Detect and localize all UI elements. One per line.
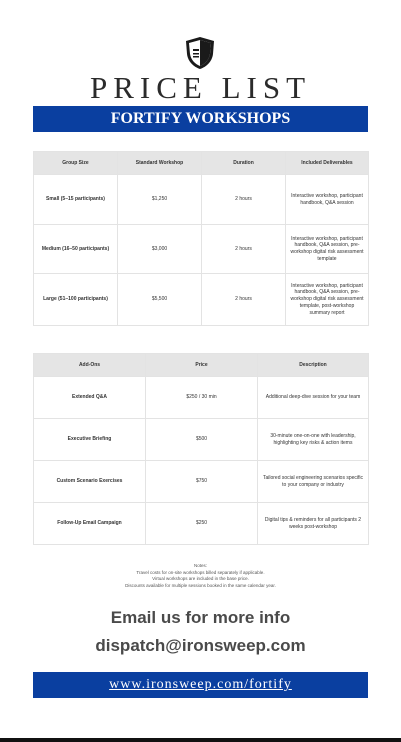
table-row (34, 175, 369, 225)
column-header: Price (146, 354, 258, 377)
table-row (34, 225, 369, 274)
table-row (34, 274, 369, 326)
column-header: Standard Workshop (118, 152, 202, 175)
column-header: Group Size (34, 152, 118, 175)
duration-cell: 2 hours (202, 175, 286, 225)
note-line: Discounts available for multiple sessions booked in the same calendar year. (125, 582, 276, 588)
addon-price-cell: $750 (146, 461, 258, 503)
notes-heading: Notes: (193, 563, 207, 568)
table-header-row (34, 354, 369, 377)
contact-heading: Email us for more info (110, 608, 291, 627)
addon-name-cell: Custom Scenario Exercises (34, 461, 146, 503)
note-line: Virtual workshops are included in the base price. (152, 576, 249, 582)
deliverables-cell: Interactive workshop, participant handbook, Q&A session, pre-workshop digital risk assessment template (286, 225, 369, 274)
column-header: Add-Ons (34, 354, 146, 377)
group-size-cell: Small (5–15 participants) (34, 175, 118, 225)
addon-description-cell: 30-minute one-on-one with leadership, highlighting key risks & action items (258, 419, 369, 461)
shield-logo-icon (184, 36, 216, 70)
duration-cell: 2 hours (202, 274, 286, 326)
group-size-cell: Large (51–100 participants) (34, 274, 118, 326)
workshop-pricing-table (33, 151, 369, 326)
addon-description-cell: Digital tips & reminders for all participants 2 weeks post-workshop (258, 503, 369, 545)
addon-name-cell: Extended Q&A (34, 377, 146, 419)
website-banner (33, 672, 368, 698)
bottom-divider (0, 738, 401, 742)
addon-name-cell: Follow-Up Email Campaign (34, 503, 146, 545)
addon-description-cell: Additional deep-dive session for your team (258, 377, 369, 419)
addon-price-cell: $500 (146, 419, 258, 461)
addon-name-cell: Executive Briefing (34, 419, 146, 461)
column-header: Duration (202, 152, 286, 175)
addon-description-cell: Tailored social engineering scenarios specific to your company or industry (258, 461, 369, 503)
price-cell: $1,250 (118, 175, 202, 225)
table-row (34, 377, 369, 419)
table-row (34, 461, 369, 503)
note-line: Travel costs for on-site workshops billed separately if applicable. (136, 569, 265, 575)
contact-email-link[interactable]: dispatch@ironsweep.com (95, 636, 306, 655)
column-header: Included Deliverables (286, 152, 369, 175)
price-cell: $5,500 (118, 274, 202, 326)
table-row (34, 419, 369, 461)
website-link[interactable]: www.ironsweep.com/fortify (109, 677, 292, 692)
addon-price-cell: $250 / 30 min (146, 377, 258, 419)
group-size-cell: Medium (16–50 participants) (34, 225, 118, 274)
duration-cell: 2 hours (202, 225, 286, 274)
column-header: Description (258, 354, 369, 377)
deliverables-cell: Interactive workshop, participant handbook, Q&A session (286, 175, 369, 225)
page-title: PRICE LIST (89, 70, 312, 105)
addons-table (33, 353, 369, 545)
subtitle-banner: FORTIFY WORKSHOPS (33, 106, 368, 132)
deliverables-cell: Interactive workshop, participant handbook, Q&A session, pre-workshop digital risk assessment template, post-workshop summary report (286, 274, 369, 326)
notes-block (60, 563, 341, 589)
table-row (34, 503, 369, 545)
addon-price-cell: $250 (146, 503, 258, 545)
price-cell: $3,000 (118, 225, 202, 274)
table-header-row (34, 152, 369, 175)
